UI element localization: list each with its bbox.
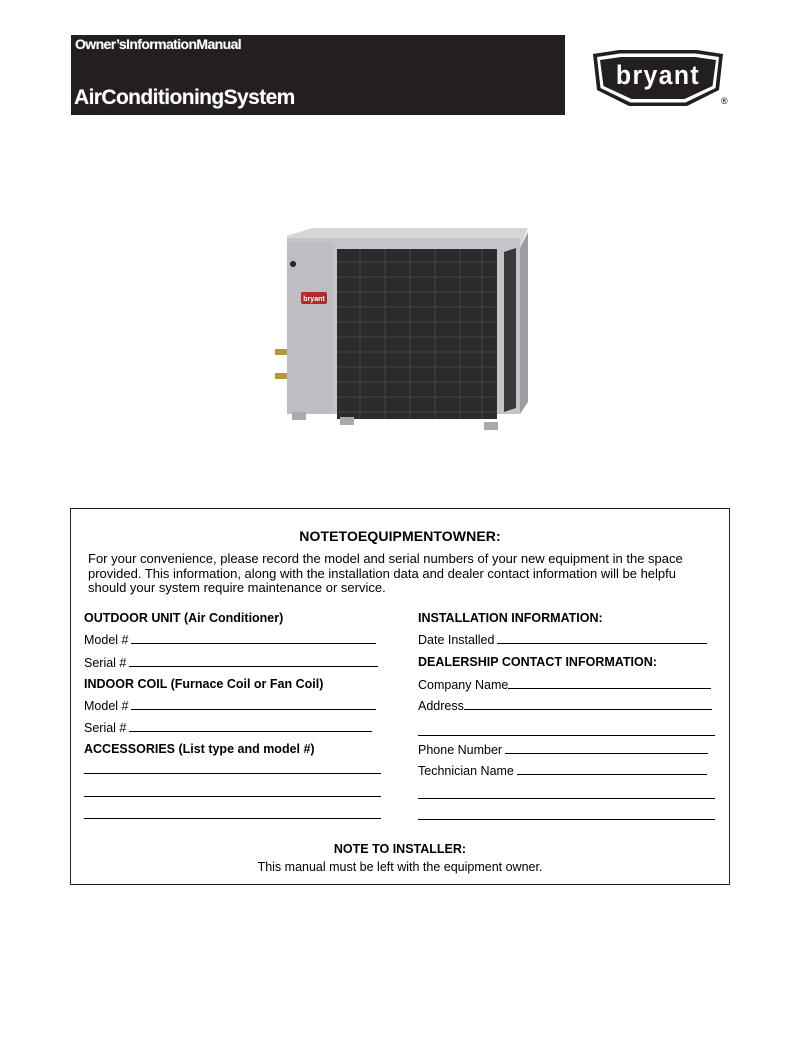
indoor-serial-field[interactable] bbox=[84, 720, 372, 735]
address-line[interactable] bbox=[464, 698, 712, 710]
indoor-coil-heading: INDOOR COIL (Furnace Coil or Fan Coil) bbox=[84, 677, 324, 691]
bryant-logo bbox=[587, 46, 729, 110]
header-bar bbox=[71, 35, 565, 115]
phone-number-label: Phone Number bbox=[418, 743, 503, 757]
document-title: AirConditioningSystem bbox=[74, 86, 295, 109]
dealership-contact-heading: DEALERSHIP CONTACT INFORMATION: bbox=[418, 655, 657, 669]
note-to-installer-text: This manual must be left with the equipment owner. bbox=[257, 860, 543, 874]
left-column bbox=[84, 509, 394, 839]
technician-name-line[interactable] bbox=[517, 763, 707, 775]
logo-text: bryant bbox=[615, 61, 701, 91]
outdoor-serial-line[interactable] bbox=[129, 655, 378, 667]
notes-line[interactable] bbox=[418, 819, 715, 820]
indoor-model-line[interactable] bbox=[131, 698, 376, 710]
date-installed-field[interactable] bbox=[418, 632, 707, 647]
company-name-label: Company Name bbox=[418, 678, 509, 692]
address-field[interactable] bbox=[418, 698, 712, 713]
note-line: provided. This information, along with the installation data and dealer contact information will be helpfu bbox=[88, 565, 676, 581]
accessories-heading: ACCESSORIES (List type and model #) bbox=[84, 742, 315, 756]
indoor-serial-label: Serial # bbox=[84, 721, 127, 735]
note-to-installer-title: NOTE TO INSTALLER: bbox=[333, 842, 467, 856]
outdoor-serial-label: Serial # bbox=[84, 656, 127, 670]
indoor-serial-line[interactable] bbox=[129, 720, 372, 732]
company-name-field[interactable] bbox=[418, 677, 711, 692]
note-title: NOTETOEQUIPMENTOWNER: bbox=[299, 528, 501, 544]
date-installed-line[interactable] bbox=[497, 632, 707, 644]
indoor-model-label: Model # bbox=[84, 699, 129, 713]
svg-text:bryant: bryant bbox=[303, 296, 325, 303]
accessories-line[interactable] bbox=[84, 773, 381, 774]
outdoor-model-line[interactable] bbox=[131, 632, 376, 644]
phone-number-line[interactable] bbox=[505, 742, 708, 754]
address-label: Address bbox=[418, 699, 464, 713]
outdoor-serial-field[interactable] bbox=[84, 655, 378, 670]
accessories-line[interactable] bbox=[84, 796, 381, 797]
note-line: should your system require maintenance or service. bbox=[88, 580, 386, 595]
phone-number-field[interactable] bbox=[418, 742, 708, 757]
address-line-2[interactable] bbox=[418, 735, 715, 736]
accessories-line[interactable] bbox=[84, 818, 381, 819]
date-installed-label: Date Installed bbox=[418, 633, 495, 647]
outdoor-model-field[interactable] bbox=[84, 632, 376, 647]
registered-mark: ® bbox=[721, 96, 728, 106]
technician-name-label: Technician Name bbox=[418, 764, 514, 778]
company-name-line[interactable] bbox=[508, 677, 711, 689]
technician-name-field[interactable] bbox=[418, 763, 707, 778]
outdoor-unit-heading: OUTDOOR UNIT (Air Conditioner) bbox=[84, 611, 284, 625]
note-to-owner-box bbox=[70, 508, 730, 885]
installation-info-heading: INSTALLATION INFORMATION: bbox=[418, 611, 603, 625]
indoor-model-field[interactable] bbox=[84, 698, 376, 713]
document-subtitle: Owner’sInformationManual bbox=[75, 36, 242, 52]
right-column bbox=[418, 509, 723, 839]
outdoor-model-label: Model # bbox=[84, 633, 129, 647]
air-conditioner-unit-image bbox=[270, 222, 540, 444]
note-line: For your convenience, please record the model and serial numbers of your new equipment in the space bbox=[88, 552, 683, 566]
notes-line[interactable] bbox=[418, 798, 715, 799]
